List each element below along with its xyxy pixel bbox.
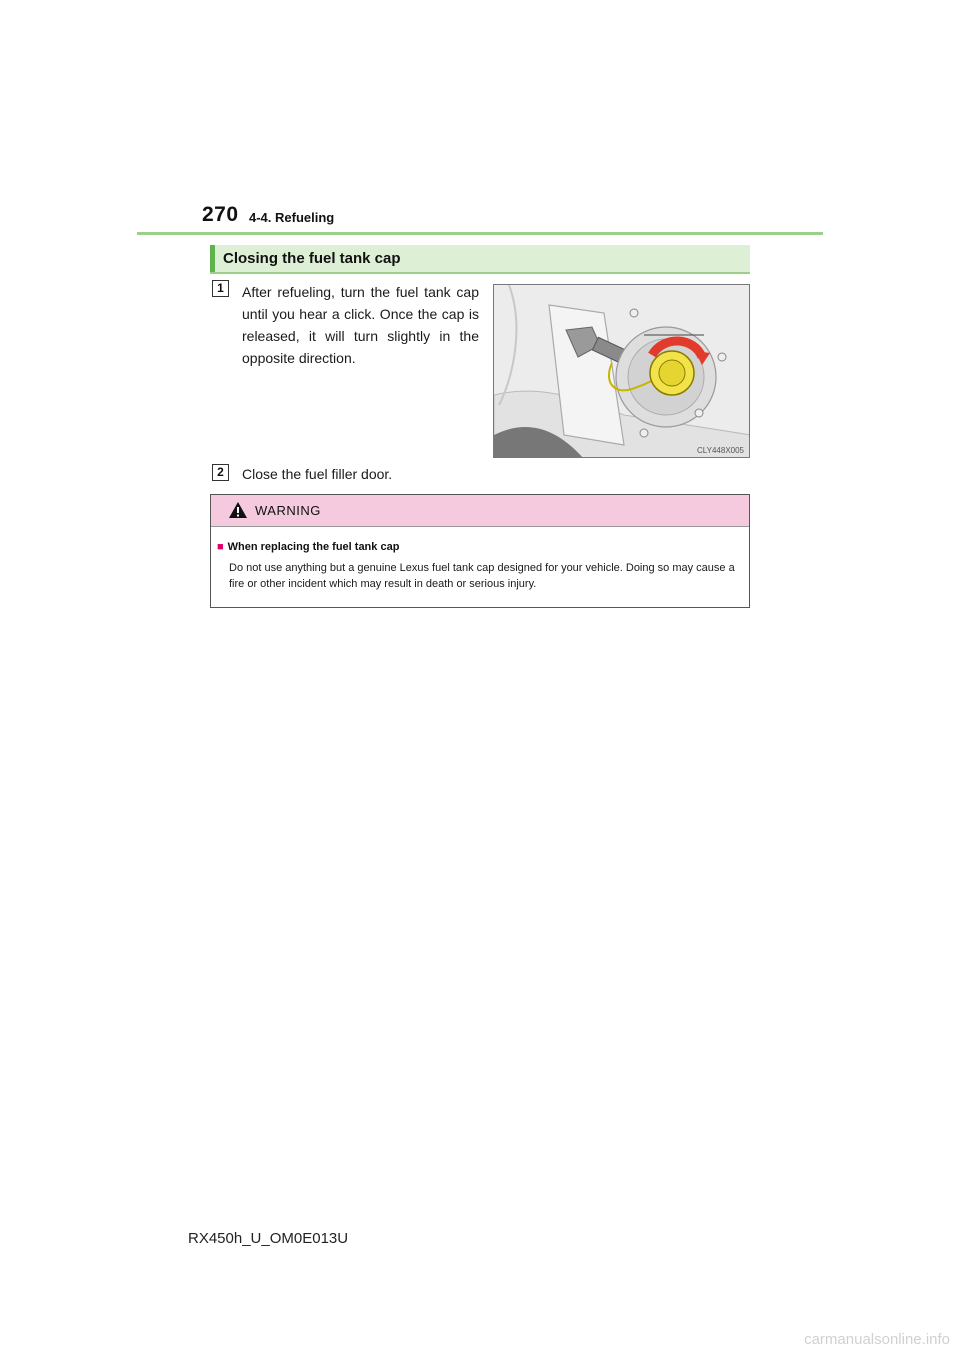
document-id: RX450h_U_OM0E013U bbox=[188, 1230, 349, 1247]
step-2-text: Close the fuel filler door. bbox=[242, 466, 393, 482]
fuel-cap-drawing bbox=[494, 285, 750, 458]
section-label: 4-4. Refueling bbox=[249, 210, 335, 225]
warning-body: Do not use anything but a genuine Lexus fuel tank cap designed for your vehicle. Doing so may cause a fire or other incident which may result in death or serious injury. bbox=[229, 562, 735, 590]
section-heading-bar bbox=[210, 245, 750, 274]
warning-triangle-icon bbox=[229, 502, 247, 518]
warning-title: WARNING bbox=[255, 503, 321, 518]
step-1-text: After refueling, turn the fuel tank cap until you hear a click. Once the cap is released, it will turn slightly in the opposite direction. bbox=[242, 284, 479, 366]
section-heading: Closing the fuel tank cap bbox=[223, 250, 401, 267]
warning-subheading-text: When replacing the fuel tank cap bbox=[227, 541, 400, 553]
warning-subheading bbox=[217, 541, 399, 553]
header-divider bbox=[137, 232, 823, 235]
fuel-cap-illustration bbox=[493, 284, 750, 458]
warning-header bbox=[211, 495, 749, 527]
page-number: 270 bbox=[202, 203, 239, 226]
step-number-1: 1 bbox=[212, 280, 229, 297]
heading-accent bbox=[210, 245, 215, 272]
watermark: carmanualsonline.info bbox=[804, 1331, 950, 1348]
figure-code: CLY448X005 bbox=[697, 446, 744, 455]
step-number-2: 2 bbox=[212, 464, 229, 481]
warning-box bbox=[210, 494, 750, 608]
square-bullet-icon: ■ bbox=[217, 541, 224, 553]
